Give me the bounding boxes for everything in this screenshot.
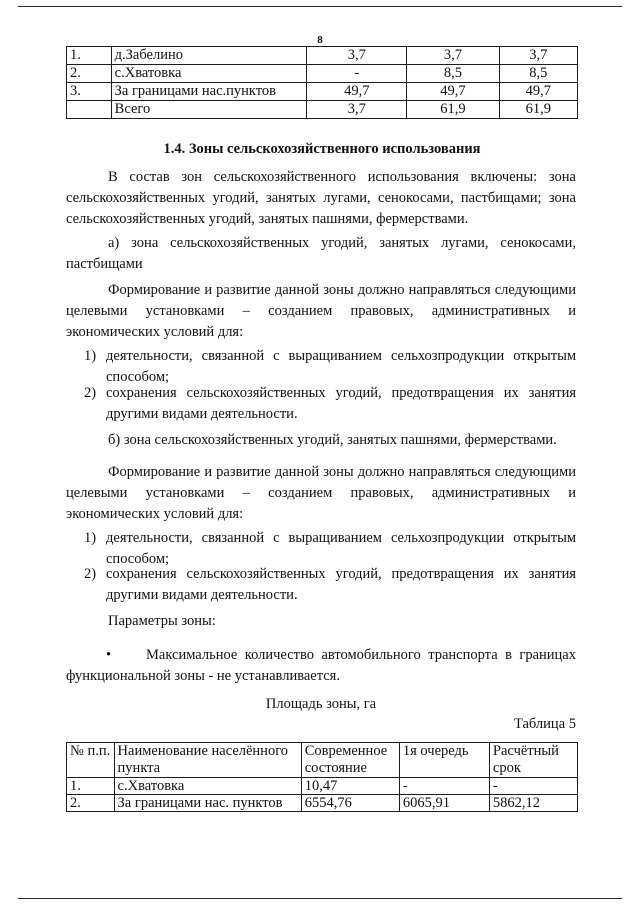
header-cell: 1я очередь <box>399 743 489 778</box>
header-cell: № п.п. <box>67 743 115 778</box>
list-item <box>84 346 576 388</box>
table-row <box>67 795 578 812</box>
bullet-icon: • <box>106 647 112 663</box>
list-item <box>84 564 576 606</box>
page-top-edge <box>18 6 622 7</box>
zone-b-goals-text: Формирование и развитие данной зоны должно направляться следующими целевыми установками – созданием правовых, административных и экономических условий для: <box>66 464 576 522</box>
table-cell: 8,5 <box>407 65 499 83</box>
table-cell: 61,9 <box>499 101 577 119</box>
table-row <box>67 83 578 101</box>
zone-area-table-top <box>66 46 578 119</box>
zone-b-title <box>66 430 576 451</box>
table-cell: 10,47 <box>301 778 399 795</box>
bullet-paragraph <box>66 645 576 687</box>
zone-b-goals <box>66 462 576 525</box>
header-cell: Наименование населённого пункта <box>114 743 301 778</box>
table-cell: За границами нас. пунктов <box>114 795 301 812</box>
table-cell: 3,7 <box>307 101 407 119</box>
table-cell: Всего <box>111 101 307 119</box>
table-cell: 1. <box>67 778 115 795</box>
zone-a-title <box>66 233 576 275</box>
table-cell: с.Хватовка <box>111 65 307 83</box>
table-row <box>67 65 578 83</box>
table-cell: - <box>489 778 577 795</box>
table-label: Таблица 5 <box>513 716 576 732</box>
table-cell: 6065,91 <box>399 795 489 812</box>
table-cell: с.Хватовка <box>114 778 301 795</box>
table-cell: д.Забелино <box>111 47 307 65</box>
list-item-number: 1) <box>84 530 97 546</box>
header-cell: Современное состояние <box>301 743 399 778</box>
list-item-text: деятельности, связанной с выращиванием сельхозпродукции открытым способом; <box>106 530 576 567</box>
table-cell: 6554,76 <box>301 795 399 812</box>
intro-paragraph <box>66 167 576 230</box>
header-cell: Расчётный срок <box>489 743 577 778</box>
bullet-text: Максимальное количество автомобильного транспорта в границах функциональной зоны - не устанавливается. <box>66 647 576 684</box>
table-cell <box>67 101 112 119</box>
table-cell: 49,7 <box>499 83 577 101</box>
page-bottom-edge <box>18 898 622 899</box>
list-item-text: деятельности, связанной с выращиванием сельхозпродукции открытым способом; <box>106 348 576 385</box>
intro-text: В состав зон сельскохозяйственного использования включены: зона сельскохозяйственных угодий, занятых лугами, сенокосами, пастбищами; зона сельскохозяйственных угодий, занятых пашнями, фермерствами. <box>66 169 576 227</box>
list-item-number: 2) <box>84 385 97 401</box>
table-cell: 8,5 <box>499 65 577 83</box>
list-item-text: сохранения сельскохозяйственных угодий, предотвращения их занятия другими видами деятельности. <box>106 566 576 603</box>
params-label-text: Параметры зоны: <box>108 613 216 629</box>
table-header-row <box>67 743 578 778</box>
table-cell: 3,7 <box>499 47 577 65</box>
list-item <box>84 383 576 425</box>
table-row <box>67 101 578 119</box>
page-number: 8 <box>317 34 323 46</box>
table-cell: - <box>399 778 489 795</box>
params-label <box>66 611 576 632</box>
section-heading: 1.4. Зоны сельскохозяйственного использования <box>163 141 481 157</box>
table-cell: 1. <box>67 47 112 65</box>
area-caption: Площадь зоны, га <box>265 696 377 712</box>
list-item-number: 1) <box>84 348 97 364</box>
table-cell: 49,7 <box>407 83 499 101</box>
zone-a-goals-text: Формирование и развитие данной зоны должно направляться следующими целевыми установками – созданием правовых, административных и экономических условий для: <box>66 282 576 340</box>
table-cell: 3,7 <box>407 47 499 65</box>
zone-a-title-text: а) зона сельскохозяйственных угодий, занятых лугами, сенокосами, пастбищами <box>66 235 576 272</box>
table-cell: 2. <box>67 795 115 812</box>
table-cell: 2. <box>67 65 112 83</box>
table-cell: 3. <box>67 83 112 101</box>
table-cell: - <box>307 65 407 83</box>
table-row <box>67 778 578 795</box>
table-cell: 3,7 <box>307 47 407 65</box>
zone-area-table <box>66 742 578 812</box>
list-item-text: сохранения сельскохозяйственных угодий, предотвращения их занятия другими видами деятельности. <box>106 385 576 422</box>
table-cell: 5862,12 <box>489 795 577 812</box>
table-cell: 49,7 <box>307 83 407 101</box>
table-cell: За границами нас.пунктов <box>111 83 307 101</box>
list-item-number: 2) <box>84 566 97 582</box>
zone-a-goals <box>66 280 576 343</box>
table-cell: 61,9 <box>407 101 499 119</box>
table-row <box>67 47 578 65</box>
zone-b-title-text: б) зона сельскохозяйственных угодий, занятых пашнями, фермерствами. <box>108 432 557 448</box>
